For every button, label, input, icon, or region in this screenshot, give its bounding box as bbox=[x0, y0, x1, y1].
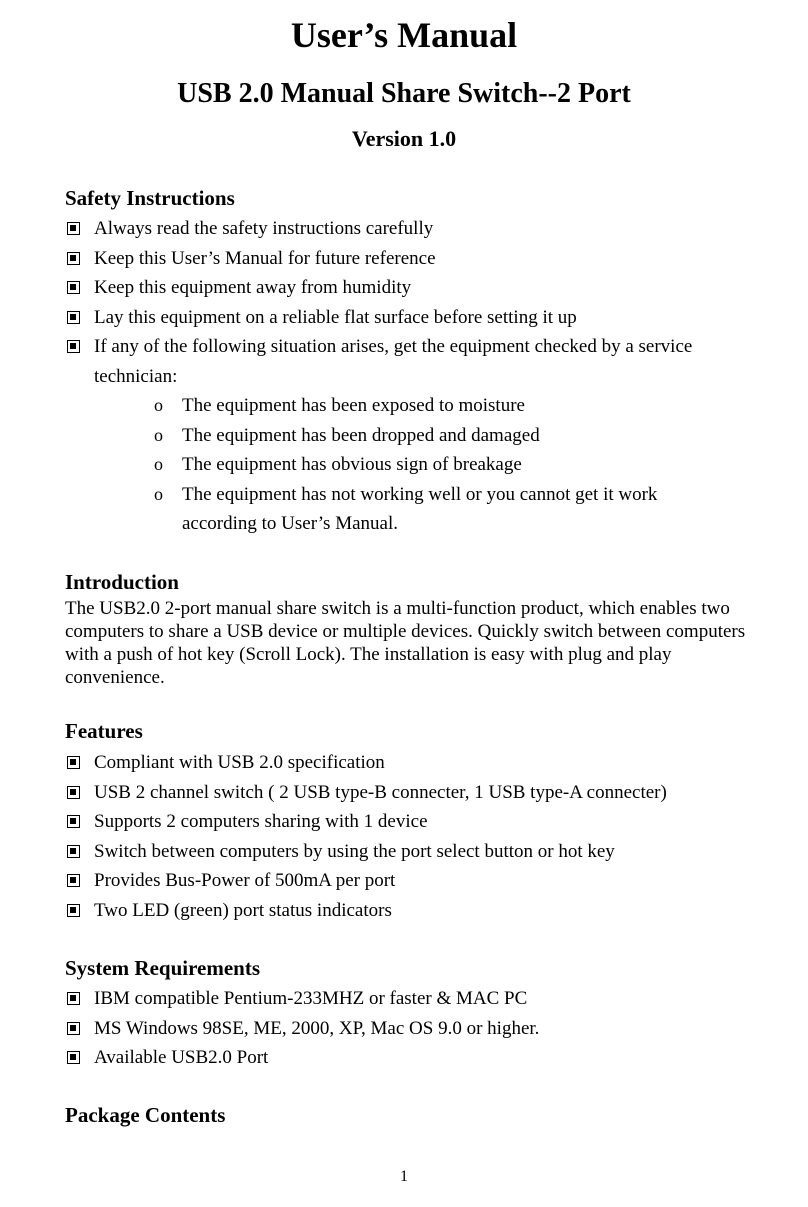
checkbox-square-icon bbox=[67, 756, 80, 769]
checkbox-square-icon bbox=[67, 252, 80, 265]
list-item bbox=[65, 214, 745, 244]
introduction-paragraph: The USB2.0 2-port manual share switch is a multi-function product, which enables two computers to share a USB device or multiple devices. Quickly switch between computers with a push of hot key (Scroll Lock). The installation is easy with plug and play convenience. bbox=[65, 598, 746, 688]
sublist-item-text: The equipment has been dropped and damaged bbox=[182, 424, 540, 446]
list-item bbox=[65, 273, 745, 303]
checkbox-square-icon bbox=[67, 1022, 80, 1035]
list-item bbox=[65, 1043, 745, 1073]
sublist-item-text: The equipment has not working well or you cannot get it work according to User’s Manual. bbox=[182, 483, 658, 535]
list-item-text: Provides Bus-Power of 500mA per port bbox=[94, 870, 396, 892]
checkbox-square-icon bbox=[67, 281, 80, 294]
hollow-circle-icon: o bbox=[154, 483, 163, 504]
list-item bbox=[65, 837, 745, 867]
checkbox-square-icon bbox=[67, 904, 80, 917]
list-item-text: If any of the following situation arises, get the equipment checked by a service technician: bbox=[94, 336, 693, 387]
list-item-text: IBM compatible Pentium-233MHZ or faster & MAC PC bbox=[94, 988, 528, 1009]
sublist-item-text: The equipment has been exposed to moisture bbox=[182, 395, 525, 416]
package-contents-heading: Package Contents bbox=[65, 1103, 226, 1127]
list-item-text: Available USB2.0 Port bbox=[94, 1047, 269, 1069]
checkbox-square-icon bbox=[67, 874, 80, 887]
list-item-text: Compliant with USB 2.0 specification bbox=[94, 752, 385, 773]
safety-sublist bbox=[154, 391, 714, 539]
sublist-item bbox=[154, 450, 714, 480]
checkbox-square-icon bbox=[67, 311, 80, 324]
list-item bbox=[65, 332, 745, 391]
list-item bbox=[65, 778, 745, 808]
sublist-item bbox=[154, 421, 714, 451]
list-item-text: Keep this User’s Manual for future reference bbox=[94, 247, 436, 269]
hollow-circle-icon: o bbox=[154, 424, 163, 445]
list-item-text: MS Windows 98SE, ME, 2000, XP, Mac OS 9.0 or higher. bbox=[94, 1017, 540, 1039]
safety-list bbox=[65, 214, 745, 392]
list-item-text: USB 2 channel switch ( 2 USB type-B connecter, 1 USB type-A connecter) bbox=[94, 781, 667, 803]
checkbox-square-icon bbox=[67, 340, 80, 353]
list-item-text: Switch between computers by using the port select button or hot key bbox=[94, 840, 615, 862]
checkbox-square-icon bbox=[67, 992, 80, 1005]
checkbox-square-icon bbox=[67, 845, 80, 858]
checkbox-square-icon bbox=[67, 786, 80, 799]
list-item-text: Always read the safety instructions carefully bbox=[94, 218, 434, 239]
hollow-circle-icon: o bbox=[154, 395, 163, 415]
document-title: User’s Manual bbox=[290, 15, 518, 55]
introduction-heading: Introduction bbox=[65, 570, 179, 594]
hollow-circle-icon: o bbox=[154, 454, 163, 475]
checkbox-square-icon bbox=[67, 1051, 80, 1064]
list-item bbox=[65, 748, 745, 778]
list-item bbox=[65, 896, 745, 926]
sublist-item-text: The equipment has obvious sign of breakage bbox=[182, 454, 522, 476]
list-item-text: Two LED (green) port status indicators bbox=[94, 899, 392, 921]
features-heading: Features bbox=[65, 719, 143, 743]
list-item-text: Supports 2 computers sharing with 1 device bbox=[94, 811, 428, 833]
list-item-text: Lay this equipment on a reliable flat surface before setting it up bbox=[94, 306, 577, 328]
system-requirements-list bbox=[65, 984, 745, 1073]
safety-heading: Safety Instructions bbox=[65, 186, 235, 210]
list-item bbox=[65, 984, 745, 1014]
document-version: Version 1.0 bbox=[351, 126, 457, 151]
features-list bbox=[65, 748, 745, 926]
list-item bbox=[65, 807, 745, 837]
sublist-item bbox=[154, 391, 714, 421]
list-item bbox=[65, 866, 745, 896]
checkbox-square-icon bbox=[67, 222, 80, 235]
document-subtitle: USB 2.0 Manual Share Switch--2 Port bbox=[177, 78, 631, 109]
checkbox-square-icon bbox=[67, 815, 80, 828]
list-item bbox=[65, 244, 745, 274]
page-number: 1 bbox=[400, 1168, 408, 1185]
list-item-text: Keep this equipment away from humidity bbox=[94, 277, 412, 299]
system-requirements-heading: System Requirements bbox=[65, 956, 261, 980]
sublist-item bbox=[154, 480, 714, 539]
list-item bbox=[65, 1014, 745, 1044]
list-item bbox=[65, 303, 745, 333]
